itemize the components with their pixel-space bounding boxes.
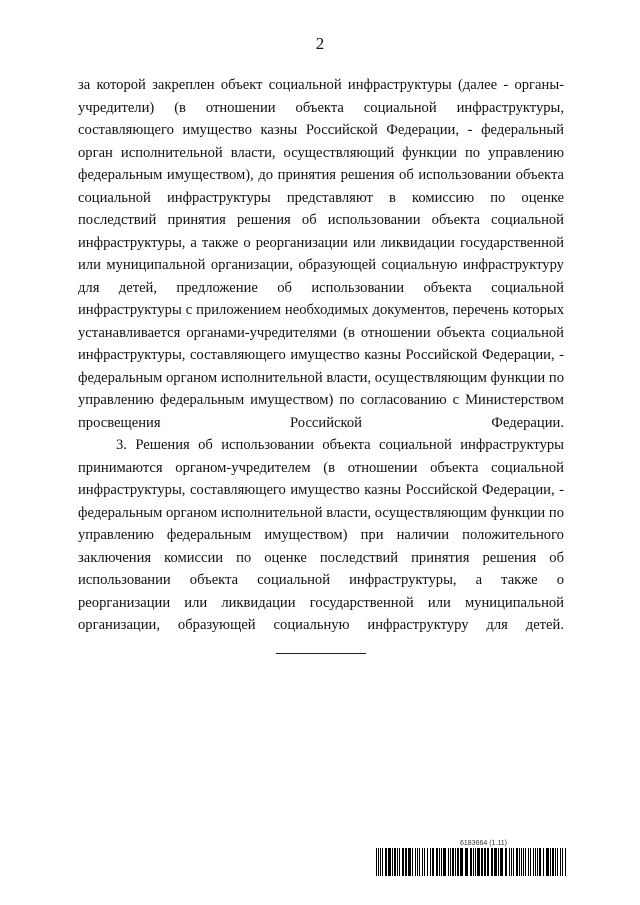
text-line: исполнительной власти, осуществляющим функции по управлению xyxy=(78,369,565,408)
barcode-bar xyxy=(378,848,379,876)
text-line: просвещения Российской Федерации. xyxy=(78,414,564,431)
barcode-bar xyxy=(380,848,381,876)
barcode-bar xyxy=(382,848,383,876)
text-line: инфраструктуры, а также о реорганизации или ликвидации xyxy=(78,572,564,611)
barcode-bar xyxy=(560,848,561,876)
barcode-bar xyxy=(402,848,404,876)
page-number: 2 xyxy=(315,34,325,53)
barcode-bar xyxy=(525,848,526,876)
barcode-bar xyxy=(491,848,493,876)
text-line: составляющего имущество казны Российской Федерации, - федеральный xyxy=(78,122,564,138)
text-line: социальную инфраструктуру для детей. xyxy=(273,617,564,633)
barcode-bar xyxy=(424,848,425,876)
document-code: 6183664 (1.11) xyxy=(460,840,507,847)
barcode-bar xyxy=(470,848,472,876)
text-line: последствий принятия решения об использовании объекта социальной xyxy=(78,212,564,228)
barcode-bar xyxy=(441,848,442,876)
barcode-bar xyxy=(552,848,554,876)
barcode-bar xyxy=(543,848,544,876)
barcode-bar xyxy=(388,848,391,876)
barcode-bar xyxy=(477,848,480,876)
barcode-bar xyxy=(523,848,524,876)
text-line: федеральным имуществом), до принятия решения об использовании xyxy=(78,167,512,183)
barcode-bar xyxy=(417,848,418,876)
barcode-bar xyxy=(535,848,536,876)
barcode-bar xyxy=(546,848,549,876)
barcode-bar xyxy=(539,848,541,876)
text-line: инфраструктуры, составляющего имущество казны Российской xyxy=(78,482,478,498)
barcode-bar xyxy=(405,848,407,876)
barcode-bar xyxy=(475,848,476,876)
barcode-bar xyxy=(521,848,522,876)
barcode-bar xyxy=(498,848,499,876)
barcode-bar xyxy=(513,848,514,876)
barcode-bar xyxy=(484,848,486,876)
barcode-bar xyxy=(460,848,463,876)
barcode-bar xyxy=(533,848,534,876)
text-line: Федерации, - федеральным органом исполнительной власти, xyxy=(78,482,565,521)
text-line: принимаются органом-учредителем (в отношении объекта социальной xyxy=(78,459,564,476)
barcode-bar xyxy=(443,848,446,876)
paragraph-2 xyxy=(78,434,564,637)
barcode-bar xyxy=(376,848,377,876)
barcode-bar xyxy=(555,848,556,876)
text-line: последствий принятия решения об использовании объекта социальной xyxy=(78,549,564,588)
barcode-bar xyxy=(450,848,451,876)
barcode-bar xyxy=(487,848,489,876)
barcode-bar xyxy=(415,848,416,876)
barcode-bar xyxy=(397,848,398,876)
text-line: осуществляющим функции по управлению федеральным имуществом) xyxy=(78,504,564,543)
barcode-bar xyxy=(465,848,468,876)
barcode-bar xyxy=(419,848,420,876)
text-line: объекта социальной инфраструктуры представляют в комиссию по оценке xyxy=(78,167,564,206)
barcode-bar xyxy=(448,848,449,876)
barcode-bar xyxy=(452,848,454,876)
barcode-bar xyxy=(455,848,456,876)
body-text xyxy=(78,74,564,637)
barcode-bar xyxy=(530,848,531,876)
barcode-bar xyxy=(394,848,396,876)
text-line: федеральным имуществом) по согласованию с Министерством xyxy=(159,392,565,408)
barcode-bar xyxy=(385,848,387,876)
barcode-bar xyxy=(427,848,428,876)
barcode-bar xyxy=(494,848,497,876)
barcode-bar xyxy=(439,848,440,876)
barcode-bar xyxy=(537,848,538,876)
barcode-bar xyxy=(392,848,393,876)
text-line: имущество казны Российской Федерации, - федеральным органом xyxy=(78,347,564,386)
barcode-bar xyxy=(500,848,503,876)
text-line: за которой закреплен объект социальной инфраструктуры (далее - органы- xyxy=(78,77,564,93)
barcode-bar xyxy=(481,848,483,876)
barcode-bar xyxy=(457,848,459,876)
barcode-bar xyxy=(557,848,558,876)
barcode-graphic xyxy=(376,848,566,876)
text-line: при наличии положительного заключения комиссии по оценке xyxy=(78,527,564,566)
barcode-bar xyxy=(473,848,474,876)
paragraph-1 xyxy=(78,74,564,434)
barcode-bar xyxy=(519,848,520,876)
barcode-bar xyxy=(436,848,438,876)
barcode-bar xyxy=(562,848,563,876)
text-line: государственной или муниципальной организации, образующей xyxy=(78,234,564,273)
barcode-bar xyxy=(408,848,411,876)
text-line: государственной или муниципальной организации, образующей xyxy=(78,594,564,633)
separator-line xyxy=(276,653,366,654)
barcode-bar xyxy=(509,848,510,876)
text-line: орган исполнительной власти, осуществляющий функции по управлению xyxy=(78,144,564,161)
barcode-bar xyxy=(412,848,413,876)
barcode-bar xyxy=(528,848,529,876)
text-line: учредители) (в отношении объекта социальной инфраструктуры, xyxy=(78,99,564,116)
barcode-bar xyxy=(565,848,566,876)
barcode-bar xyxy=(399,848,400,876)
barcode-bar xyxy=(505,848,507,876)
text-line: инфраструктуры, а также о реорганизации или ликвидации xyxy=(78,234,455,251)
text-line: документов, перечень которых устанавливается органами-учредителями xyxy=(78,302,564,341)
barcode-bar xyxy=(430,848,431,876)
barcode-bar xyxy=(422,848,423,876)
barcode-bar xyxy=(550,848,551,876)
barcode-bar xyxy=(432,848,434,876)
barcode-bar xyxy=(511,848,512,876)
text-line: социальную инфраструктуру для детей, предложение об использовании xyxy=(78,257,564,296)
barcode-bar xyxy=(516,848,518,876)
text-line: 3. Решения об использовании объекта социальной инфраструктуры xyxy=(116,437,564,453)
text-line: объекта социальной инфраструктуры с приложением необходимых xyxy=(78,279,564,318)
barcode xyxy=(376,848,566,876)
text-line: (в отношении объекта социальной инфраструктуры, составляющего xyxy=(78,324,564,363)
